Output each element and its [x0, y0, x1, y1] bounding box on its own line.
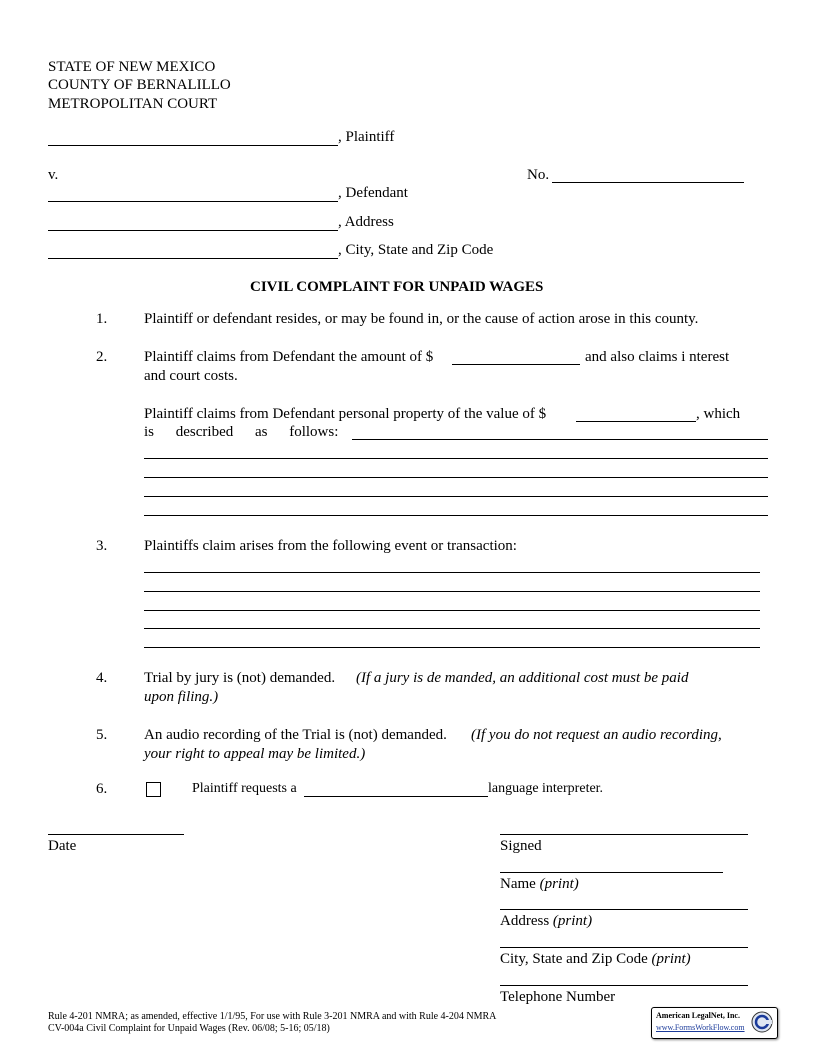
plaintiff-label: , Plaintiff: [338, 129, 395, 145]
city-state-zip-label-sig: City, State and Zip Code (print): [500, 951, 691, 967]
item-6-language-text: language interpreter.: [488, 781, 604, 796]
logo-company: American LegalNet, Inc.: [656, 1011, 740, 1020]
claim-amount-field[interactable]: [452, 348, 580, 365]
city-print-note: (print): [651, 951, 691, 967]
city-state-zip-label: , City, State and Zip Code: [338, 242, 494, 258]
event-description-line-4[interactable]: [144, 612, 760, 629]
name-field[interactable]: [500, 856, 723, 873]
defendant-name-field[interactable]: [48, 185, 338, 202]
name-print-note: (print): [539, 876, 579, 892]
legalnet-logo[interactable]: [651, 1007, 778, 1039]
address-field[interactable]: [500, 893, 748, 910]
item-2-interest-text: and also claims i nterest: [585, 349, 730, 365]
item-4-note-line-2: upon filing.): [144, 689, 219, 705]
item-5-text: An audio recording of the Trial is (not) demanded.: [144, 727, 447, 743]
case-number-label: No.: [527, 167, 550, 183]
item-2-described-text: is described as follows:: [144, 424, 339, 440]
address-label-sig: Address (print): [500, 913, 593, 929]
event-description-line-5[interactable]: [144, 631, 760, 648]
defendant-address-field[interactable]: [48, 214, 338, 231]
property-description-line-1[interactable]: [352, 423, 768, 440]
court-name: METROPOLITAN COURT: [48, 96, 218, 112]
city-state-zip-field[interactable]: [500, 931, 748, 948]
versus-label: v.: [48, 167, 59, 183]
item-number-5: 5.: [96, 727, 108, 743]
property-description-line-3[interactable]: [144, 461, 768, 478]
name-label: Name (print): [500, 876, 579, 892]
case-number-field[interactable]: [552, 166, 744, 183]
item-number-3: 3.: [96, 538, 108, 554]
item-2-property-text: Plaintiff claims from Defendant personal property of the value of $: [144, 406, 547, 422]
signature-field[interactable]: [500, 818, 748, 835]
item-3-text: Plaintiffs claim arises from the following event or transaction:: [144, 538, 517, 554]
defendant-label: , Defendant: [338, 185, 408, 201]
date-field[interactable]: [48, 818, 184, 835]
interpreter-language-field[interactable]: [304, 780, 488, 797]
footer-form-id: CV-004a Civil Complaint for Unpaid Wages (Rev. 06/08; 5-16; 05/18): [48, 1023, 330, 1034]
defendant-city-field[interactable]: [48, 242, 338, 259]
court-county: COUNTY OF BERNALILLO: [48, 77, 231, 93]
property-description-line-4[interactable]: [144, 480, 768, 497]
item-4-text: Trial by jury is (not) demanded.: [144, 670, 336, 686]
logo-url[interactable]: www.FormsWorkFlow.com: [656, 1023, 745, 1032]
event-description-line-3[interactable]: [144, 594, 760, 611]
item-2-costs-text: and court costs.: [144, 368, 238, 384]
item-5-note-line-1: (If you do not request an audio recording,: [471, 727, 722, 743]
item-number-4: 4.: [96, 670, 108, 686]
footer-rule-text: Rule 4-201 NMRA; as amended, effective 1/1/95, For use with Rule 3-201 NMRA and with Rule 4-204 NMRA: [48, 1011, 497, 1022]
telephone-label: Telephone Number: [500, 989, 616, 1005]
court-state: STATE OF NEW MEXICO: [48, 59, 216, 75]
plaintiff-name-field[interactable]: [48, 129, 338, 146]
item-5-note-line-2: your right to appeal may be limited.): [144, 746, 366, 762]
property-description-line-5[interactable]: [144, 499, 768, 516]
item-number-1: 1.: [96, 311, 108, 327]
item-2-which-text: , which: [696, 406, 741, 422]
property-value-field[interactable]: [576, 405, 696, 422]
event-description-line-1[interactable]: [144, 556, 760, 573]
interpreter-checkbox[interactable]: [146, 782, 161, 797]
item-number-2: 2.: [96, 349, 108, 365]
address-label: , Address: [338, 214, 394, 230]
property-description-line-2[interactable]: [144, 442, 768, 459]
date-label: Date: [48, 838, 77, 854]
item-4-note-line-1: (If a jury is de manded, an additional cost must be paid: [356, 670, 689, 686]
event-description-line-2[interactable]: [144, 575, 760, 592]
signed-label: Signed: [500, 838, 542, 854]
form-title: CIVIL COMPLAINT FOR UNPAID WAGES: [250, 279, 544, 295]
item-6-text: Plaintiff requests a: [192, 781, 297, 796]
legalnet-emblem-icon: [751, 1011, 773, 1033]
item-2-amount-text: Plaintiff claims from Defendant the amount of $: [144, 349, 434, 365]
address-print-note: (print): [552, 913, 593, 929]
telephone-field[interactable]: [500, 969, 748, 986]
item-number-6: 6.: [96, 781, 108, 797]
item-1-text: Plaintiff or defendant resides, or may be found in, or the cause of action arose in this county.: [144, 311, 699, 327]
